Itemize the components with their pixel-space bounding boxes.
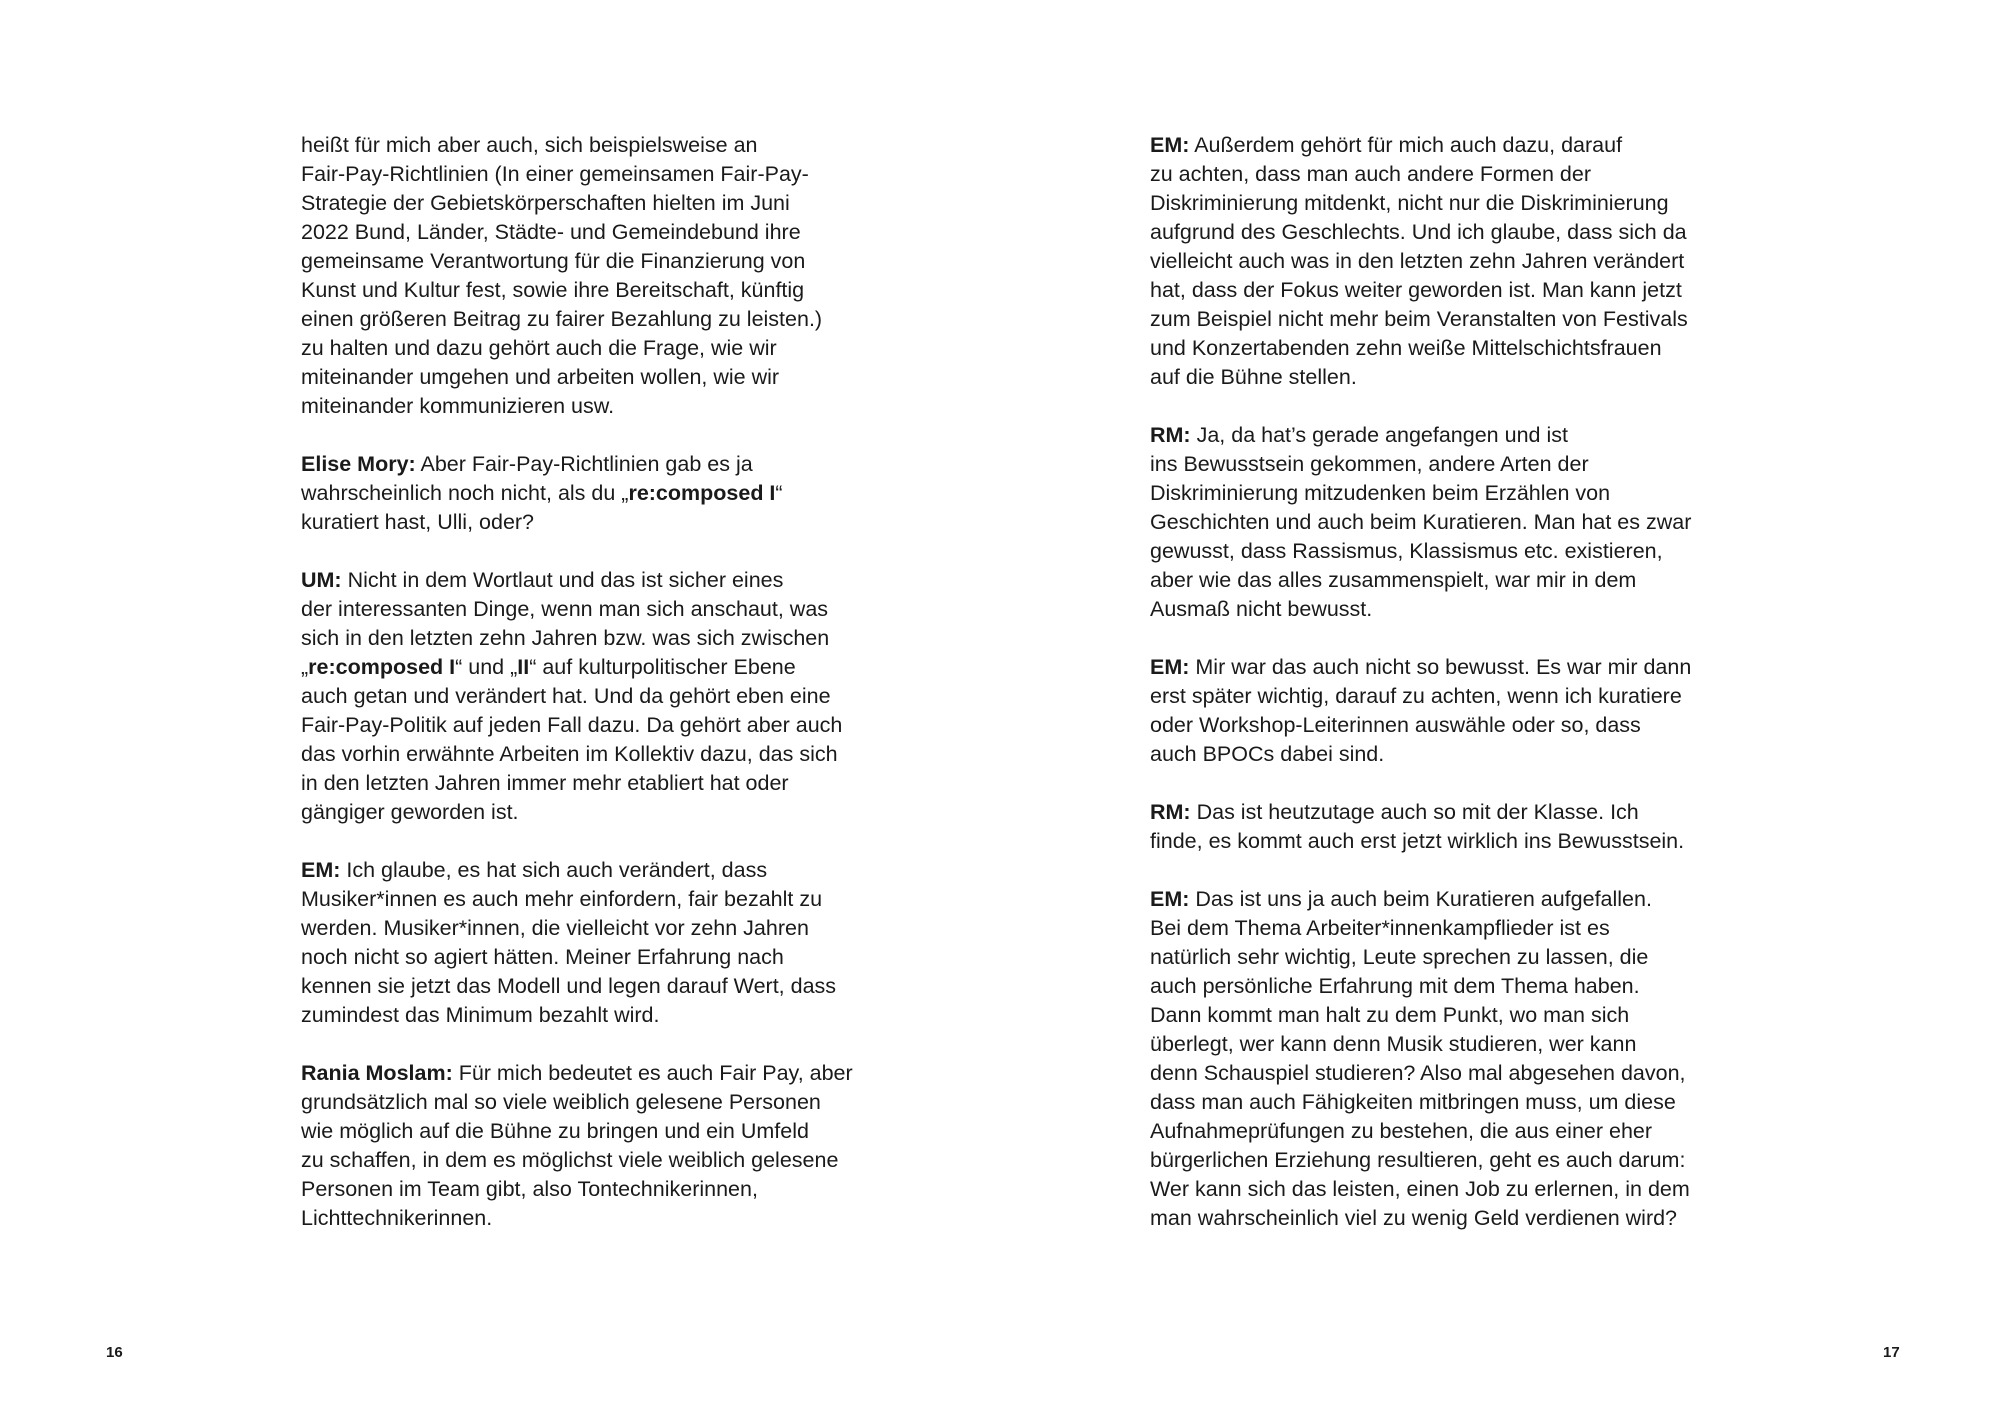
text-line: Geschichten und auch beim Kuratieren. Man hat es zwar bbox=[1150, 510, 1692, 534]
text-line: werden. Musiker*innen, die vielleicht vor zehn Jahren bbox=[301, 916, 809, 940]
text-line bbox=[301, 566, 886, 595]
right-text-column bbox=[1150, 131, 1735, 1262]
text-line: aufgrund des Geschlechts. Und ich glaube, dass sich da bbox=[1150, 220, 1687, 244]
text-line: das vorhin erwähnte Arbeiten im Kollektiv dazu, das sich bbox=[301, 742, 838, 766]
text-line: Dann kommt man halt zu dem Punkt, wo man sich bbox=[1150, 1003, 1630, 1027]
text-line: zu achten, dass man auch andere Formen der bbox=[1150, 162, 1592, 186]
text-line: Musiker*innen es auch mehr einfordern, fair bezahlt zu bbox=[301, 887, 823, 911]
text-line: gewusst, dass Rassismus, Klassismus etc. existieren, bbox=[1150, 539, 1663, 563]
text-line: miteinander kommunizieren usw. bbox=[301, 394, 615, 418]
text-line: aber wie das alles zusammenspielt, war mir in dem bbox=[1150, 568, 1637, 592]
text-line: noch nicht so agiert hätten. Meiner Erfahrung nach bbox=[301, 945, 784, 969]
line-text: Mir war das auch nicht so bewusst. Es war mir dann bbox=[1189, 655, 1692, 679]
text-line bbox=[1150, 653, 1735, 682]
page-number-left: 16 bbox=[106, 1344, 123, 1361]
text-line: ins Bewusstsein gekommen, andere Arten der bbox=[1150, 452, 1589, 476]
work-title: II bbox=[517, 655, 530, 679]
text-line: wie möglich auf die Bühne zu bringen und ein Umfeld bbox=[301, 1119, 809, 1143]
text-line: erst später wichtig, darauf zu achten, wenn ich kuratiere bbox=[1150, 684, 1682, 708]
text-line: auch BPOCs dabei sind. bbox=[1150, 742, 1385, 766]
line-text: Ich glaube, es hat sich auch verändert, dass bbox=[340, 858, 768, 882]
text-line: vielleicht auch was in den letzten zehn Jahren verändert bbox=[1150, 249, 1685, 273]
text-line: überlegt, wer kann denn Musik studieren, wer kann bbox=[1150, 1032, 1637, 1056]
text-line: finde, es kommt auch erst jetzt wirklich ins Bewusstsein. bbox=[1150, 829, 1685, 853]
text-line bbox=[1150, 421, 1735, 450]
text-line: auch getan und verändert hat. Und da gehört eben eine bbox=[301, 684, 831, 708]
line-text: Ja, da hat’s gerade angefangen und ist bbox=[1190, 423, 1568, 447]
text-line: denn Schauspiel studieren? Also mal abgesehen davon, bbox=[1150, 1061, 1686, 1085]
text-line: natürlich sehr wichtig, Leute sprechen zu lassen, die bbox=[1150, 945, 1649, 969]
text-line: Personen im Team gibt, also Tontechnikerinnen, bbox=[301, 1177, 758, 1201]
line-text: Nicht in dem Wortlaut und das ist sicher eines bbox=[341, 568, 784, 592]
speaker-label: EM: bbox=[1150, 655, 1190, 679]
text-line bbox=[301, 653, 886, 682]
speaker-label: EM: bbox=[301, 858, 341, 882]
text-line: auf die Bühne stellen. bbox=[1150, 365, 1357, 389]
text-line: Lichttechnikerinnen. bbox=[301, 1206, 493, 1230]
paragraph-em bbox=[1150, 131, 1735, 392]
paragraph-elise-mory bbox=[301, 450, 886, 537]
text-line: miteinander umgehen und arbeiten wollen, wie wir bbox=[301, 365, 780, 389]
text-line bbox=[1150, 885, 1735, 914]
text-line: Wer kann sich das leisten, einen Job zu erlernen, in dem bbox=[1150, 1177, 1690, 1201]
line-text: “ bbox=[775, 481, 783, 505]
work-title: re:composed I bbox=[308, 655, 456, 679]
paragraph-continuation bbox=[301, 131, 886, 421]
line-text: Das ist heutzutage auch so mit der Klasse. Ich bbox=[1190, 800, 1639, 824]
text-line: einen größeren Beitrag zu fairer Bezahlung zu leisten.) bbox=[301, 307, 823, 331]
text-line: Fair-Pay-Politik auf jeden Fall dazu. Da gehört aber auch bbox=[301, 713, 843, 737]
text-line: zu schaffen, in dem es möglichst viele weiblich gelesene bbox=[301, 1148, 839, 1172]
paragraph-rm bbox=[1150, 421, 1735, 624]
speaker-label: UM: bbox=[301, 568, 342, 592]
speaker-label: Rania Moslam: bbox=[301, 1061, 453, 1085]
text-line: zum Beispiel nicht mehr beim Veranstalten von Festivals bbox=[1150, 307, 1688, 331]
speaker-label: RM: bbox=[1150, 423, 1191, 447]
text-line: Strategie der Gebietskörperschaften hielten im Juni bbox=[301, 191, 790, 215]
text-line bbox=[1150, 798, 1735, 827]
text-line: Bei dem Thema Arbeiter*innenkampflieder ist es bbox=[1150, 916, 1610, 940]
text-line: sich in den letzten zehn Jahren bzw. was sich zwischen bbox=[301, 626, 830, 650]
paragraph-um bbox=[301, 566, 886, 827]
text-line: kuratiert hast, Ulli, oder? bbox=[301, 510, 535, 534]
line-text: Für mich bedeutet es auch Fair Pay, aber bbox=[452, 1061, 853, 1085]
text-line: auch persönliche Erfahrung mit dem Thema haben. bbox=[1150, 974, 1640, 998]
text-line: Diskriminierung mitdenkt, nicht nur die Diskriminierung bbox=[1150, 191, 1669, 215]
text-line: gängiger geworden ist. bbox=[301, 800, 519, 824]
right-page bbox=[1000, 0, 2000, 1412]
text-line bbox=[301, 1059, 886, 1088]
text-line bbox=[1150, 131, 1735, 160]
line-text: „ bbox=[301, 655, 309, 679]
paragraph-rania-moslam bbox=[301, 1059, 886, 1233]
text-line: Ausmaß nicht bewusst. bbox=[1150, 597, 1373, 621]
text-line: in den letzten Jahren immer mehr etabliert hat oder bbox=[301, 771, 789, 795]
line-text: Außerdem gehört für mich auch dazu, darauf bbox=[1189, 133, 1623, 157]
text-line bbox=[301, 856, 886, 885]
text-line bbox=[301, 479, 886, 508]
line-text: Aber Fair-Pay-Richtlinien gab es ja bbox=[415, 452, 753, 476]
paragraph-em bbox=[1150, 885, 1735, 1233]
text-line: zumindest das Minimum bezahlt wird. bbox=[301, 1003, 660, 1027]
speaker-label: RM: bbox=[1150, 800, 1191, 824]
text-line: bürgerlichen Erziehung resultieren, geht es auch darum: bbox=[1150, 1148, 1686, 1172]
text-line: Fair-Pay-Richtlinien (In einer gemeinsamen Fair-Pay- bbox=[301, 162, 809, 186]
text-line: dass man auch Fähigkeiten mitbringen muss, um diese bbox=[1150, 1090, 1676, 1114]
text-line: heißt für mich aber auch, sich beispielsweise an bbox=[301, 133, 758, 157]
text-line: kennen sie jetzt das Modell und legen darauf Wert, dass bbox=[301, 974, 837, 998]
text-line: man wahrscheinlich viel zu wenig Geld verdienen wird? bbox=[1150, 1206, 1678, 1230]
text-line: und Konzertabenden zehn weiße Mittelschichtsfrauen bbox=[1150, 336, 1662, 360]
work-title: re:composed I bbox=[628, 481, 776, 505]
paragraph-rm bbox=[1150, 798, 1735, 856]
text-line: der interessanten Dinge, wenn man sich anschaut, was bbox=[301, 597, 829, 621]
line-text: Das ist uns ja auch beim Kuratieren aufgefallen. bbox=[1189, 887, 1652, 911]
text-line: zu halten und dazu gehört auch die Frage, wie wir bbox=[301, 336, 777, 360]
left-text-column bbox=[301, 131, 886, 1262]
paragraph-em bbox=[301, 856, 886, 1030]
paragraph-em bbox=[1150, 653, 1735, 769]
text-line: gemeinsame Verantwortung für die Finanzierung von bbox=[301, 249, 806, 273]
page-number-right: 17 bbox=[1883, 1344, 1900, 1361]
line-text: “ und „ bbox=[455, 655, 518, 679]
text-line: 2022 Bund, Länder, Städte- und Gemeindebund ihre bbox=[301, 220, 801, 244]
speaker-label: EM: bbox=[1150, 887, 1190, 911]
speaker-label: EM: bbox=[1150, 133, 1190, 157]
text-line: Diskriminierung mitzudenken beim Erzählen von bbox=[1150, 481, 1611, 505]
text-line: Kunst und Kultur fest, sowie ihre Bereitschaft, künftig bbox=[301, 278, 805, 302]
text-line: oder Workshop-Leiterinnen auswähle oder so, dass bbox=[1150, 713, 1641, 737]
text-line: Aufnahmeprüfungen zu bestehen, die aus einer eher bbox=[1150, 1119, 1653, 1143]
text-line bbox=[301, 450, 886, 479]
speaker-label: Elise Mory: bbox=[301, 452, 416, 476]
text-line: grundsätzlich mal so viele weiblich gelesene Personen bbox=[301, 1090, 821, 1114]
line-text: wahrscheinlich noch nicht, als du „ bbox=[301, 481, 629, 505]
line-text: “ auf kulturpolitischer Ebene bbox=[529, 655, 796, 679]
text-line: hat, dass der Fokus weiter geworden ist. Man kann jetzt bbox=[1150, 278, 1682, 302]
